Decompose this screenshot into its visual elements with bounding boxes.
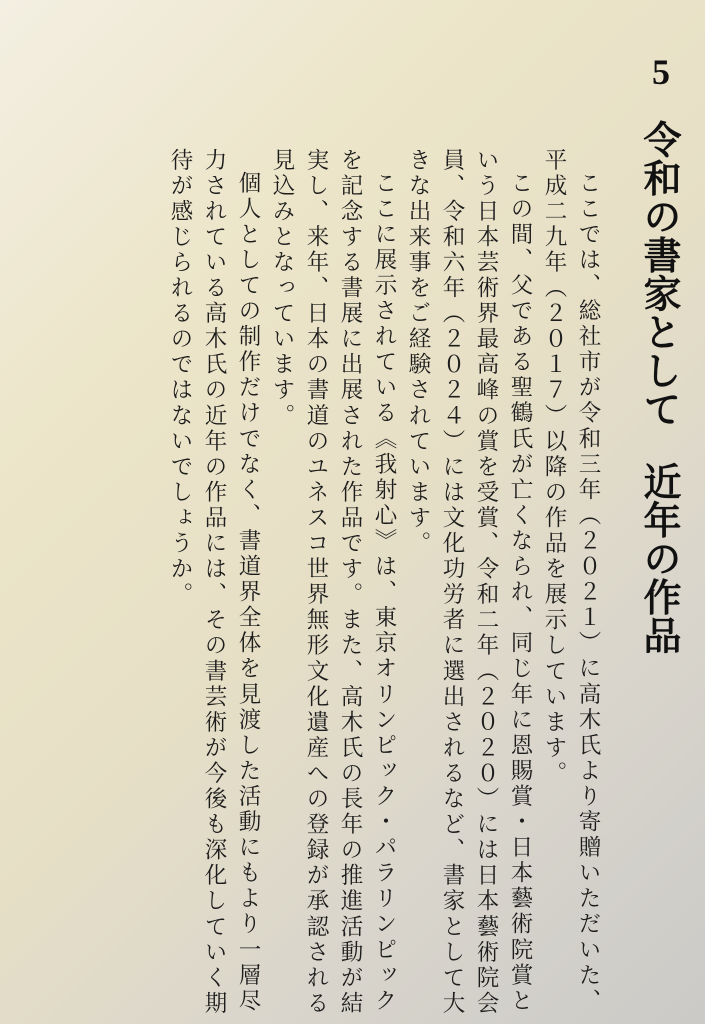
paragraph-3: ここに展示されている《我射心》は、東京オリンピック・パラリンピックを記念する書展に出展された作品です。また、高木氏の長年の推進活動が結実し、来年、日本の書道のユネスコ世界無形文化遺産への登録が承認される見込みとなっています。 xyxy=(269,148,397,1017)
heading-part-1: 令和の書家として xyxy=(637,120,681,428)
section-heading xyxy=(633,120,685,660)
section-number: 5 xyxy=(652,52,670,92)
paragraph-2: この間、父である聖鶴氏が亡くなられ、同じ年に恩賜賞・日本藝術院賞という日本芸術界最高峰の賞を受賞、令和二年（２０２０）には日本藝術院会員、令和六年（２０２４）には文化功労者に選出されるなど、書家として大きな出来事をご経験されています。 xyxy=(405,148,533,1017)
paragraph-4: 個人としての制作だけでなく、書道界全体を見渡した活動にもより一層尽力されている高木氏の近年の作品には、その書芸術が今後も深化していく期待が感じられるのではないでしょうか。 xyxy=(167,148,261,1017)
heading-part-2: 近年の作品 xyxy=(637,462,681,655)
body-text xyxy=(45,148,605,1018)
paragraph-1: ここでは、総社市が令和三年（２０２１）に高木氏より寄贈いただいた、平成二九年（２０１７）以降の作品を展示しています。 xyxy=(541,148,601,1014)
